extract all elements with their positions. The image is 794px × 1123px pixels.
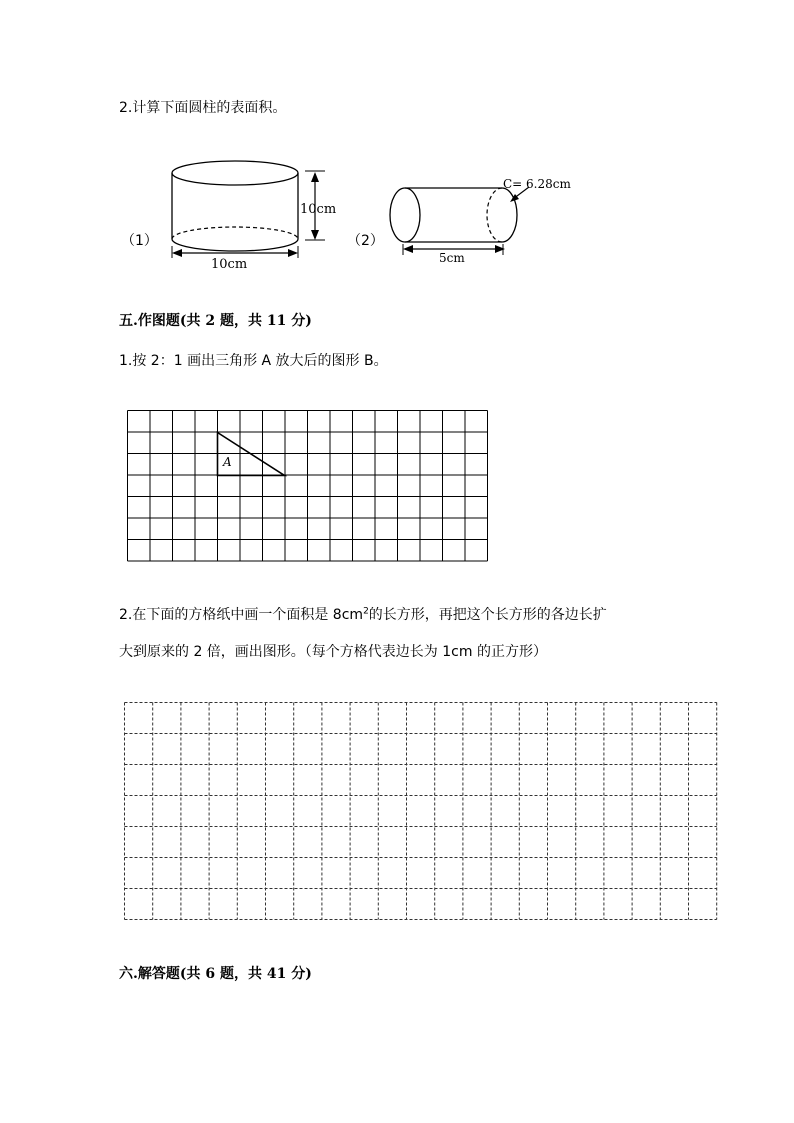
width-label: 10cm	[211, 257, 248, 272]
section-6-title: 六.解答题(共 6 题，共 41 分)	[119, 966, 312, 982]
length-label: 5cm	[439, 251, 465, 265]
height-label: 10cm	[300, 202, 337, 217]
question-2-text-b: 的长方形，再把这个长方形的各边长扩	[368, 607, 607, 623]
question-2-text-a: 2.在下面的方格纸中画一个面积是 8cm	[119, 607, 364, 623]
section-5-title: 五.作图题(共 2 题，共 11 分)	[119, 313, 312, 329]
superscript-2: 2	[363, 606, 369, 617]
figure-2-label: （2）	[347, 233, 384, 249]
circumference-label: C= 6.28cm	[503, 177, 571, 191]
question-2-text: 2.计算下面圆柱的表面积。	[119, 100, 287, 116]
section-5-question-2-line-2: 大到原来的 2 倍，画出图形。（每个方格代表边长为 1cm 的正方形）	[119, 644, 547, 660]
triangle-a-label: A	[223, 455, 232, 469]
figure-1-label: （1）	[121, 233, 158, 249]
section-5-question-1-text: 1.按 2：1 画出三角形 A 放大后的图形 B。	[119, 353, 388, 369]
